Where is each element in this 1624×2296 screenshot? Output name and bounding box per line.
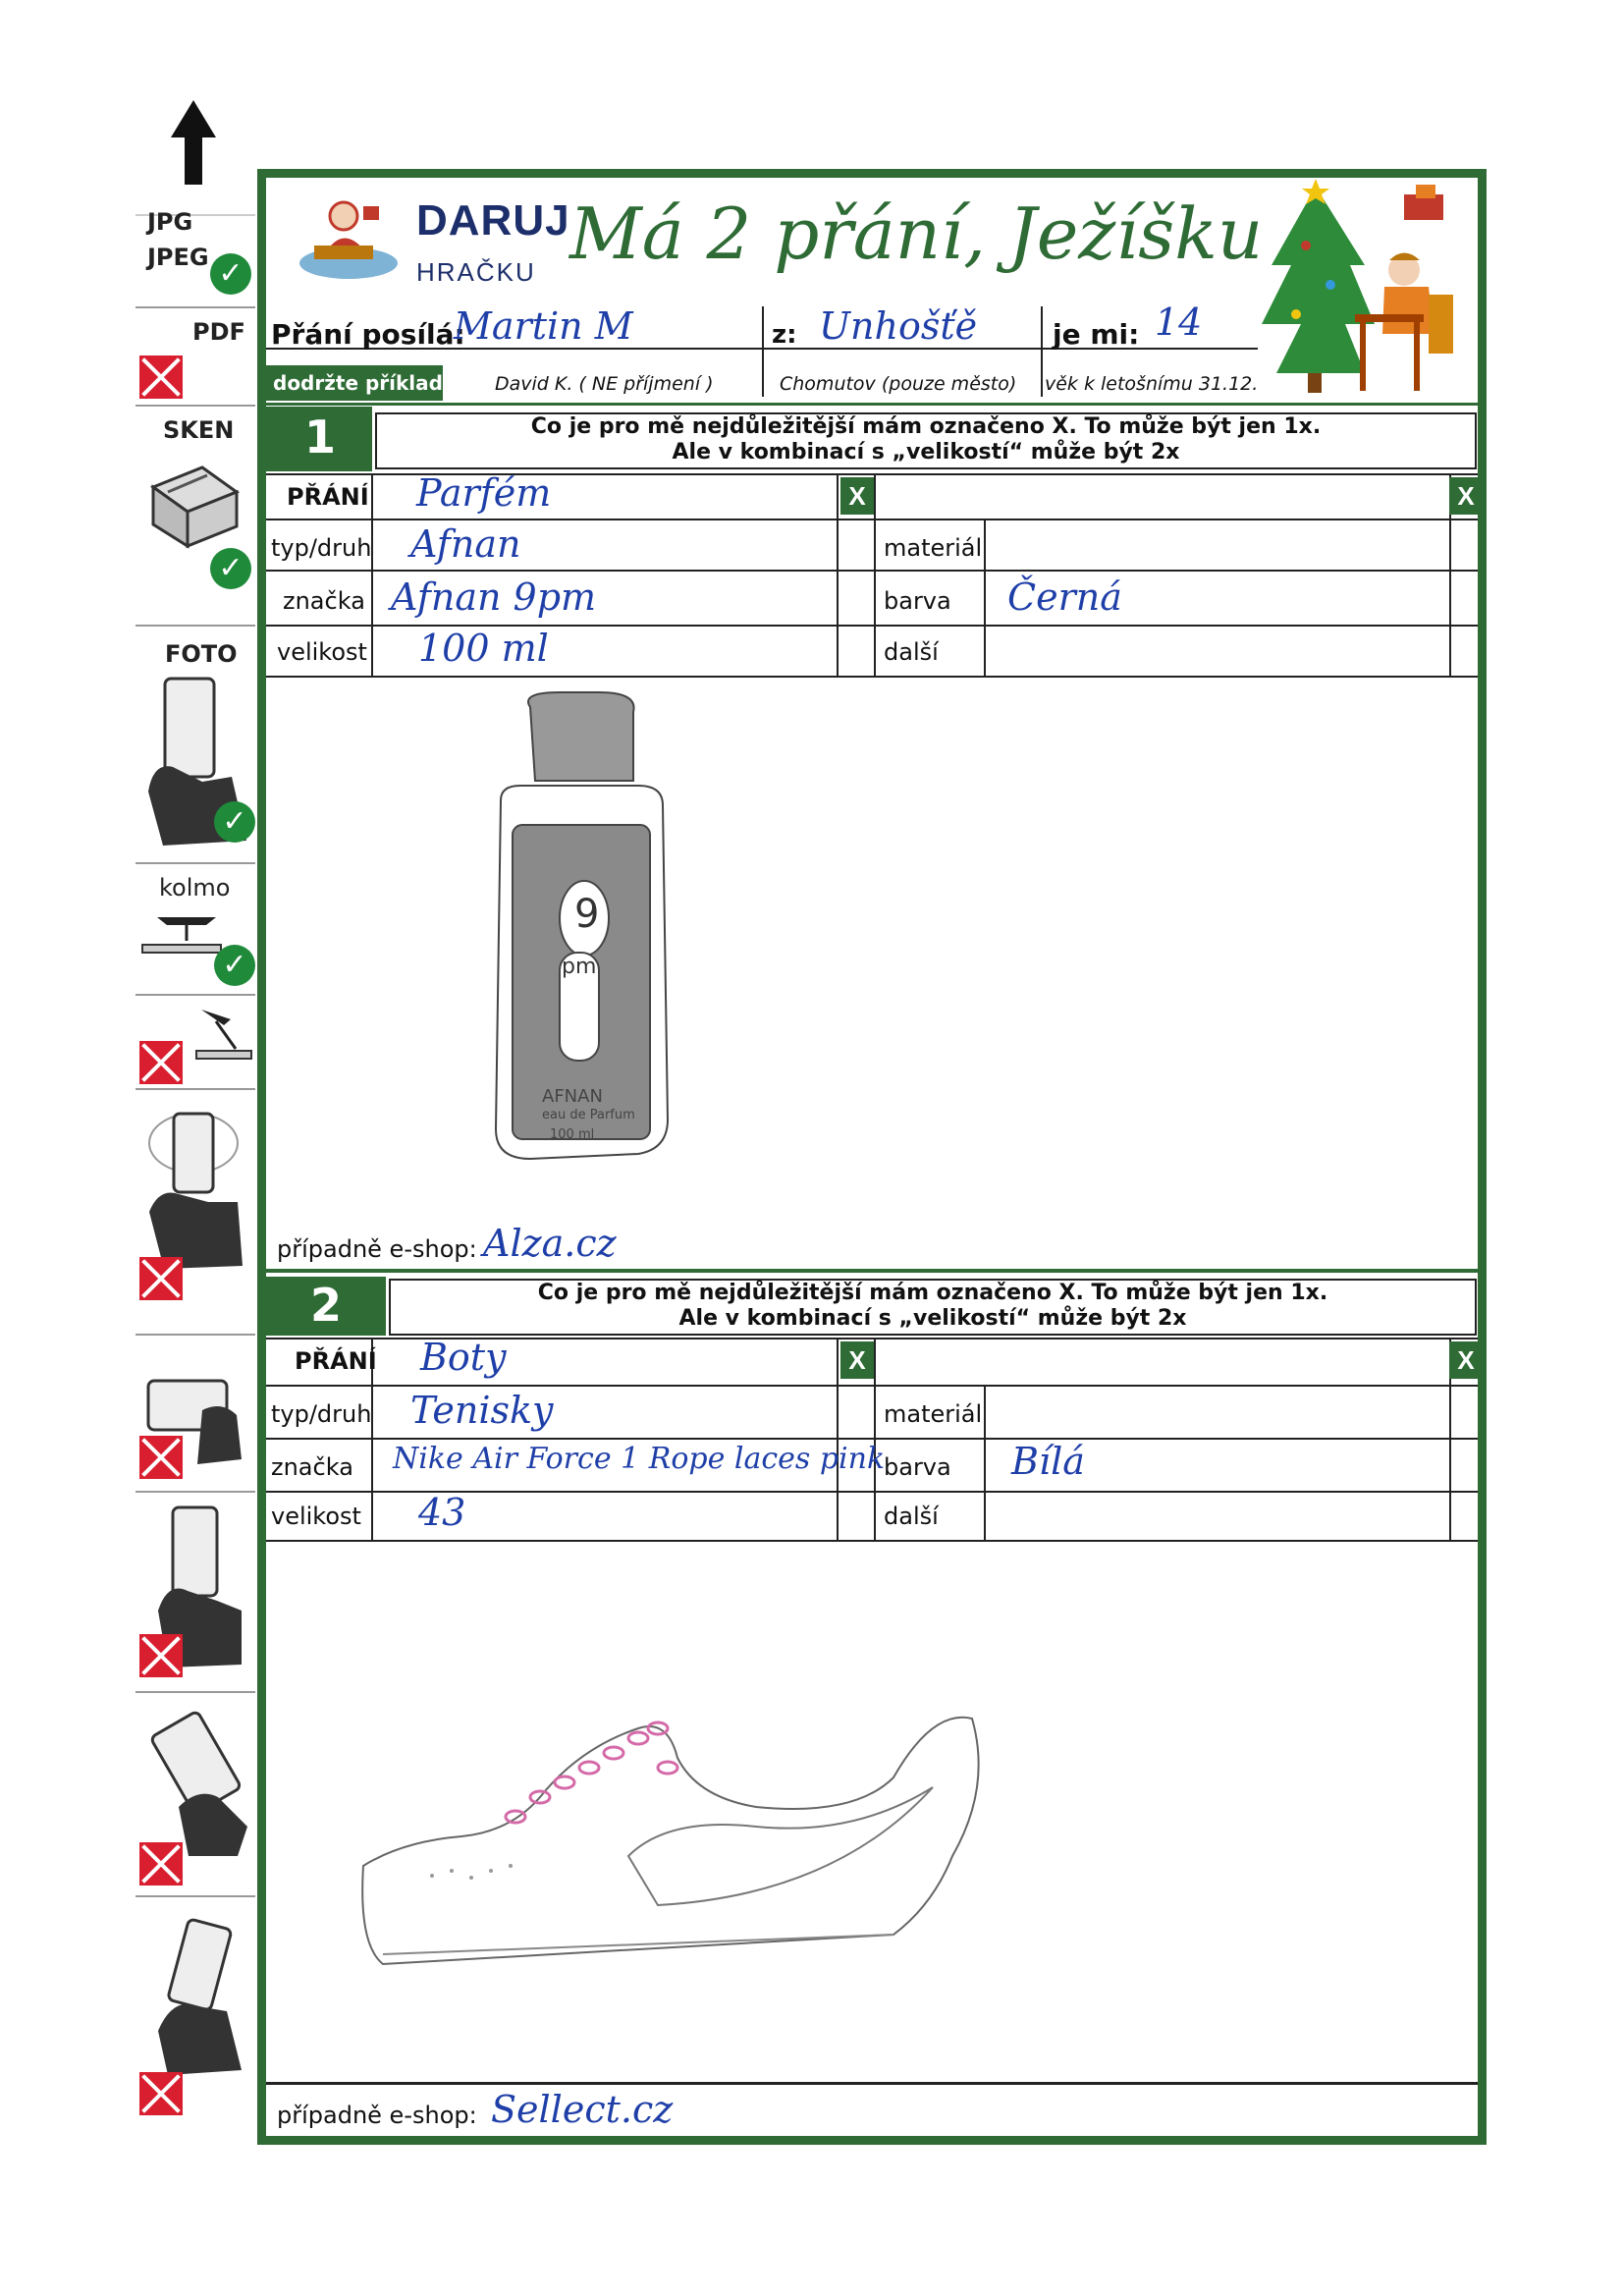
closeup-red-x-icon — [139, 1634, 183, 1677]
wish-2-brand-value: Nike Air Force 1 Rope laces pink — [393, 1442, 886, 1476]
examples-label: dodržte příklady: — [273, 371, 464, 395]
wish-1-other-label: další — [884, 638, 939, 666]
format-label-sken: SKEN — [163, 416, 235, 444]
wish-2-other-label: další — [884, 1503, 939, 1530]
wish-1-size-label: velikost — [277, 638, 367, 666]
format-label-pdf: PDF — [192, 318, 245, 346]
hand-phone-red-x-icon — [139, 2072, 183, 2115]
pdf-red-x-icon — [139, 355, 183, 399]
age-value: 14 — [1155, 301, 1203, 344]
wish-1-drawing-text-pm: pm — [562, 955, 597, 979]
wish-1-brand-label: značka — [283, 587, 365, 615]
wish-2-instruction-line1: Co je pro mě nejdůležitější mám označeno X. To může být jen 1x. — [537, 1281, 1328, 1305]
example-name: David K. ( NE příjmení ) — [495, 373, 714, 395]
kolmo-check-icon: ✓ — [214, 945, 255, 986]
example-city: Chomutov (pouze město) — [780, 373, 1017, 395]
wish-2-drawing-sneaker — [344, 1669, 1031, 2023]
wish-1-type-label: typ/druh — [271, 534, 372, 562]
wish-2-wish-value: Boty — [420, 1336, 507, 1379]
sken-check-icon: ✓ — [210, 548, 251, 589]
wish-2-x-mark-left[interactable]: X — [840, 1341, 874, 1379]
tilted-red-x-icon — [139, 1257, 183, 1300]
wish-1-drawing-text-edp: eau de Parfum — [542, 1108, 635, 1122]
wish-1-instruction-line2: Ale v kombinací s „velikostí“ může být 2x — [672, 440, 1180, 465]
sender-label: Přání posílá: — [271, 318, 465, 351]
format-label-jpeg: JPEG — [147, 244, 209, 271]
santa-logo-icon — [295, 187, 403, 285]
wish-1-eshop-label: případně e-shop: — [277, 1235, 477, 1263]
jpeg-check-icon: ✓ — [210, 253, 251, 295]
wish-2-material-label: materiál — [884, 1400, 983, 1428]
wish-1-color-value: Černá — [1007, 575, 1122, 619]
format-label-jpg: JPG — [147, 208, 193, 236]
wish-1-x-mark-right[interactable]: X — [1449, 477, 1483, 515]
age-label: je mi: — [1053, 318, 1140, 351]
wish-1-x-mark-left[interactable]: X — [840, 477, 874, 515]
wish-1-type-value: Afnan — [410, 522, 521, 566]
wish-1-eshop-value: Alza.cz — [483, 1222, 617, 1265]
landscape-red-x-icon — [139, 1436, 183, 1479]
wish-1-color-label: barva — [884, 587, 951, 615]
christmas-illustration — [1257, 177, 1473, 403]
wish-2-color-label: barva — [884, 1453, 951, 1481]
example-age: věk k letošnímu 31.12. — [1045, 373, 1259, 395]
upload-arrow-icon — [169, 98, 218, 187]
rotated-red-x-icon — [139, 1842, 183, 1886]
logo-daruj: DARUJ — [416, 196, 570, 245]
from-label: z: — [772, 320, 797, 350]
angled-shot-icon — [187, 1000, 255, 1068]
wish-1-instruction-line1: Co je pro mě nejdůležitější mám označeno X. To může být jen 1x. — [530, 414, 1322, 439]
format-label-foto: FOTO — [165, 640, 238, 668]
wish-2-type-label: typ/druh — [271, 1400, 372, 1428]
logo-hracku: HRAČKU — [416, 257, 536, 287]
wish-1-drawing-text-100ml: 100 ml — [550, 1127, 595, 1142]
wish-2-eshop-value: Sellect.cz — [491, 2088, 674, 2131]
wish-2-instruction-line2: Ale v kombinací s „velikostí“ může být 2x — [678, 1306, 1187, 1331]
wish-2-size-label: velikost — [271, 1503, 361, 1530]
wish-2-type-value: Tenisky — [410, 1389, 554, 1432]
wish-2-number: 2 — [310, 1279, 343, 1332]
wish-2-color-value: Bílá — [1011, 1440, 1085, 1483]
wish-2-size-value: 43 — [418, 1491, 466, 1534]
hand-phone-icon — [143, 1913, 251, 2080]
wish-2-wish-label: PŘÁNÍ — [295, 1347, 377, 1375]
page-title: Má 2 přání, Ježíšku — [569, 192, 1264, 275]
wish-1-wish-value: Parfém — [416, 471, 552, 515]
wish-2-eshop-label: případně e-shop: — [277, 2102, 477, 2129]
from-value: Unhošťě — [819, 304, 978, 348]
foto-check-icon: ✓ — [214, 801, 255, 843]
format-label-kolmo: kolmo — [159, 874, 231, 902]
wish-1-brand-value: Afnan 9pm — [391, 575, 597, 619]
wish-1-number: 1 — [304, 410, 337, 464]
wish-2-x-mark-right[interactable]: X — [1449, 1341, 1483, 1379]
wish-1-wish-label: PŘÁNÍ — [287, 483, 369, 511]
sender-value: Martin M — [454, 304, 633, 348]
wish-1-drawing-text-afnan: AFNAN — [542, 1086, 603, 1107]
wish-1-size-value: 100 ml — [418, 627, 549, 670]
wish-1-drawing-text-9: 9 — [574, 892, 600, 937]
angled-red-x-icon — [139, 1041, 183, 1084]
scanner-icon — [143, 448, 242, 556]
tilted-phone-icon — [139, 1104, 247, 1271]
wish-1-material-label: materiál — [884, 534, 983, 562]
wish-2-brand-label: značka — [271, 1453, 353, 1481]
